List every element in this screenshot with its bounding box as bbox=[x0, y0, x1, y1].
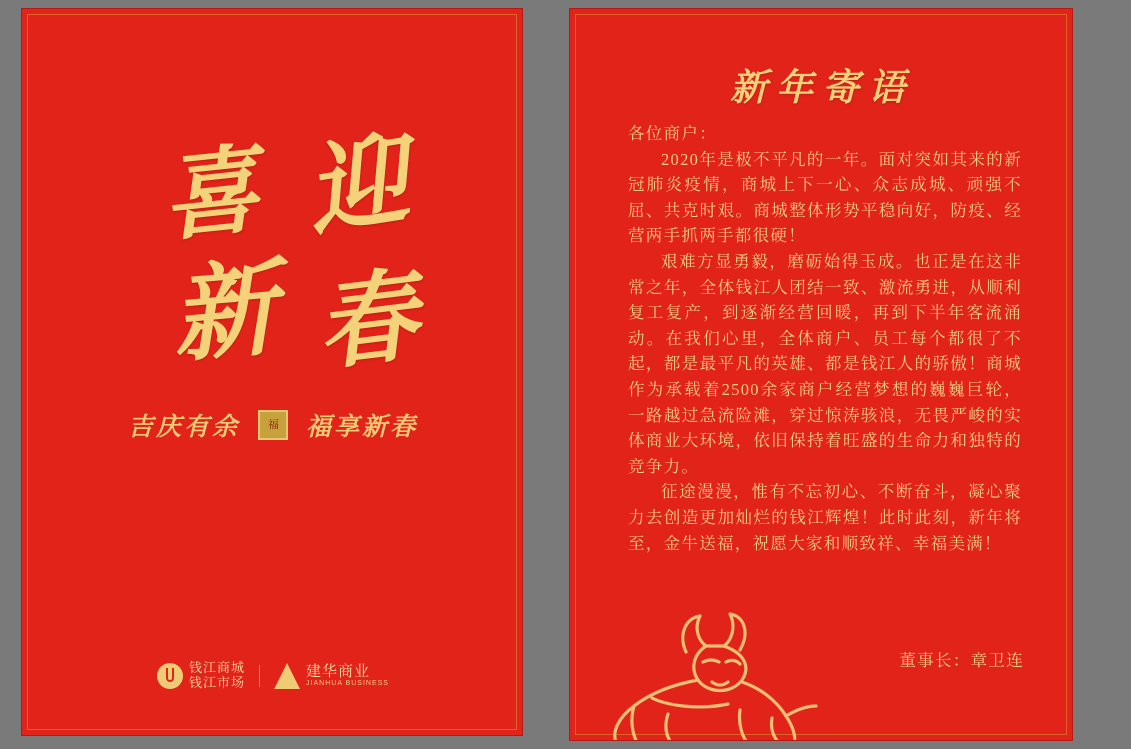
ox-illustration-icon bbox=[590, 606, 820, 741]
subtitle-right-text: 福享新春 bbox=[306, 414, 419, 441]
new-year-letter-card bbox=[569, 8, 1073, 741]
jianhua-logo-name: 建华商业 bbox=[306, 662, 371, 680]
qianjiang-logo-line1: 钱江商城 bbox=[189, 660, 246, 676]
letter-salutation: 各位商户： bbox=[628, 124, 717, 143]
letter-paragraph-1: 2020年是极不平凡的一年。面对突如其来的新冠肺炎疫情，商城上下一心、众志成城、顽强不屈、共克时艰。商城整体形势平稳向好，防疫、经营两手抓两手都很硬！ bbox=[628, 149, 1022, 246]
letter-body bbox=[628, 121, 1022, 556]
letter-paragraph-3: 征途漫漫，惟有不忘初心、不断奋斗，凝心聚力去创造更加灿烂的钱江辉煌！此时此刻，新年将至，金牛送福，祝愿大家和顺致祥、幸福美满！ bbox=[628, 482, 1022, 553]
logo-qianjiang bbox=[157, 661, 245, 691]
letter-paragraph-2: 艰难方显勇毅，磨砺始得玉成。也正是在这非常之年，全体钱江人团结一致、激流勇进，从顺利复工复产，到逐渐经营回暖，再到下半年客流涌动。在我们心里，全体商户、员工每个都很了不起，都是最平凡的英雄、都是钱江人的骄傲！商城作为承载着2500余家商户经营梦想的巍巍巨轮，一路越过急流险滩，穿过惊涛骇浪，无畏严峻的实体商业大环境，依旧保持着旺盛的生命力和独特的竞争力。 bbox=[628, 251, 1022, 476]
footer-logos bbox=[22, 661, 523, 691]
letter-title: 新年寄语 bbox=[730, 68, 914, 109]
logo-jianhua bbox=[274, 663, 389, 689]
logo-divider bbox=[259, 665, 260, 687]
jianhua-logo-subname: JIANHUA BUSINESS bbox=[306, 680, 389, 688]
jianhua-logo-icon bbox=[274, 663, 300, 689]
letter-signature: 董事长：章卫连 bbox=[899, 651, 1024, 670]
new-year-greeting-card bbox=[21, 8, 523, 736]
greeting-char-3: 新 bbox=[167, 251, 281, 376]
greeting-char-1: 喜 bbox=[156, 136, 264, 253]
subtitle-left-text: 吉庆有余 bbox=[127, 414, 240, 441]
seal-stamp-icon: 福 bbox=[258, 410, 288, 440]
qianjiang-logo-line2: 钱江市场 bbox=[189, 675, 246, 691]
greeting-subtitle-line bbox=[22, 407, 523, 443]
greeting-calligraphy bbox=[22, 123, 523, 397]
qianjiang-logo-icon bbox=[157, 663, 183, 689]
greeting-char-4: 春 bbox=[310, 260, 424, 383]
greeting-char-2: 迎 bbox=[298, 123, 415, 250]
